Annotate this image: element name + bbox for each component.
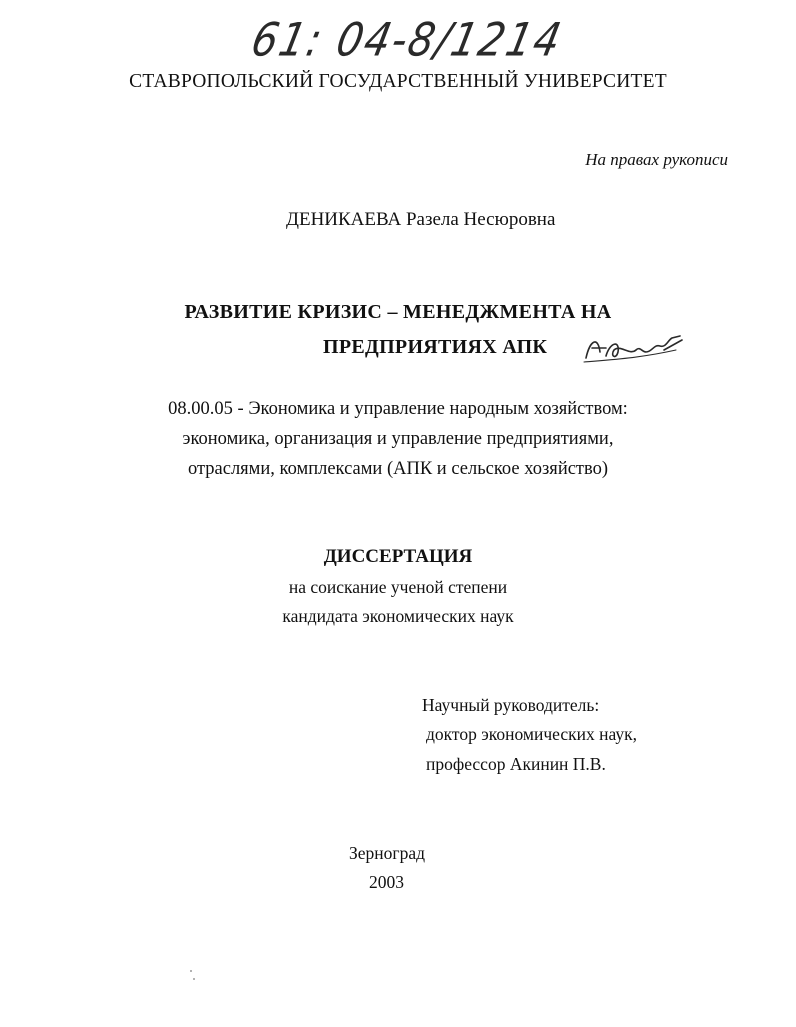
supervisor-name: профессор Акинин П.В. [426,754,606,774]
specialty-line-3: отраслями, комплексами (АПК и сельское хозяйство) [187,459,609,479]
handwritten-archive-code: 61: 04-8/1214 [246,14,568,67]
specialty-line-2: экономика, организация и управление предприятиями, [182,429,614,449]
author-name: ДЕНИКАЕВА Разела Несюровна [286,209,556,230]
degree-line-2: кандидата экономических наук [282,606,514,626]
supervisor-heading: Научный руководитель: [422,695,600,715]
author-signature [580,330,695,366]
manuscript-rights-note: На правах рукописи [585,150,728,169]
year: 2003 [369,872,404,892]
supervisor-degree: доктор экономических наук, [426,724,637,744]
specialty-line-1: 08.00.05 - Экономика и управление народным хозяйством: [168,399,628,419]
degree-line-1: на соискание ученой степени [288,577,508,597]
dissertation-title-line-1: РАЗВИТИЕ КРИЗИС – МЕНЕДЖМЕНТА НА [184,301,612,323]
city: Зерноград [349,843,425,863]
scan-speck [190,970,192,972]
document-type: ДИССЕРТАЦИЯ [323,546,473,567]
dissertation-title-line-2: ПРЕДПРИЯТИЯХ АПК [323,336,548,358]
university-name: СТАВРОПОЛЬСКИЙ ГОСУДАРСТВЕННЫЙ УНИВЕРСИТЕТ [129,71,667,92]
scan-speck [193,978,195,980]
